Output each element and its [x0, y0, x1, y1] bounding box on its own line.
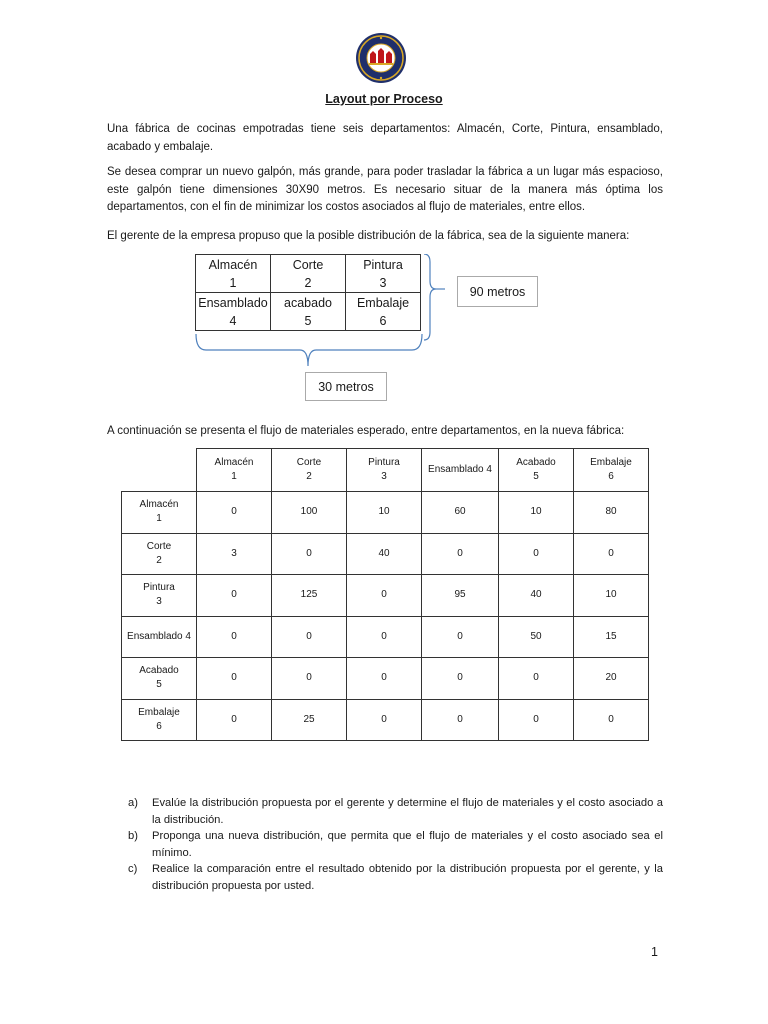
flow-value-cell: 0 — [422, 533, 499, 575]
flow-value-cell: 40 — [499, 575, 574, 617]
layout-cell: acabado 5 — [271, 293, 346, 331]
dimension-braces — [190, 254, 445, 369]
question-text: Realice la comparación entre el resultado obtenido por la distribución propuesta por el gerente, y la distribución propuesta por usted. — [152, 863, 663, 892]
table-row — [122, 699, 649, 741]
layout-cell: Ensamblado 4 — [196, 293, 271, 331]
width-label-box: 30 metros — [305, 372, 387, 401]
table-row — [122, 616, 649, 658]
flow-value-cell: 0 — [272, 616, 347, 658]
flow-corner-cell — [122, 449, 197, 492]
flow-column-header: Pintura 3 — [347, 449, 422, 492]
flow-value-cell: 20 — [574, 658, 649, 700]
flow-value-cell: 0 — [574, 699, 649, 741]
list-item — [128, 828, 663, 861]
flow-column-header: Almacén 1 — [197, 449, 272, 492]
flow-value-cell: 80 — [574, 492, 649, 534]
flow-value-cell: 0 — [422, 699, 499, 741]
flow-value-cell: 25 — [272, 699, 347, 741]
layout-cell: Embalaje 6 — [346, 293, 421, 331]
flow-value-cell: 100 — [272, 492, 347, 534]
flow-column-header: Acabado 5 — [499, 449, 574, 492]
flow-value-cell: 0 — [347, 575, 422, 617]
flow-value-cell: 0 — [422, 616, 499, 658]
intro-paragraph: Una fábrica de cocinas empotradas tiene seis departamentos: Almacén, Corte, Pintura, ensamblado, acabado y embalaje. — [107, 123, 663, 153]
flow-value-cell: 0 — [347, 699, 422, 741]
flow-row-header: Acabado 5 — [122, 658, 197, 700]
gerente-paragraph: El gerente de la empresa propuso que la posible distribución de la fábrica, sea de la siguiente manera: — [107, 230, 630, 242]
flow-value-cell: 0 — [272, 658, 347, 700]
layout-cell: Pintura 3 — [346, 255, 421, 293]
flow-value-cell: 0 — [197, 658, 272, 700]
flow-matrix-table — [121, 448, 649, 741]
flow-value-cell: 0 — [272, 533, 347, 575]
flow-value-cell: 0 — [347, 658, 422, 700]
flow-value-cell: 95 — [422, 575, 499, 617]
flow-value-cell: 0 — [197, 492, 272, 534]
table-row — [122, 492, 649, 534]
question-text: Proponga una nueva distribución, que permita que el flujo de materiales y el costo asociado sea el mínimo. — [152, 830, 663, 859]
page-number: 1 — [651, 945, 658, 959]
page-title: Layout por Proceso — [325, 92, 443, 106]
flow-row-header: Corte 2 — [122, 533, 197, 575]
question-text: Evalúe la distribución propuesta por el gerente y determine el flujo de materiales y el costo asociado a la distribución. — [152, 797, 663, 826]
flow-column-header: Embalaje 6 — [574, 449, 649, 492]
flow-value-cell: 15 — [574, 616, 649, 658]
flow-value-cell: 10 — [574, 575, 649, 617]
flow-value-cell: 0 — [499, 533, 574, 575]
flow-value-cell: 0 — [197, 699, 272, 741]
flow-value-cell: 0 — [499, 699, 574, 741]
flow-row-header: Ensamblado 4 — [122, 616, 197, 658]
galpon-paragraph: Se desea comprar un nuevo galpón, más grande, para poder trasladar la fábrica a un lugar más espacioso, este galpón tiene dimensiones 30X90 metros. Es necesario situar de la manera más óptima los departamentos, con el fin de minimizar los costos asociados al flujo de materiales, entre ellos. — [107, 166, 663, 213]
flow-row-header: Embalaje 6 — [122, 699, 197, 741]
flow-value-cell: 60 — [422, 492, 499, 534]
flow-value-cell: 0 — [347, 616, 422, 658]
flow-value-cell: 0 — [422, 658, 499, 700]
questions-list — [128, 795, 663, 894]
table-row — [122, 533, 649, 575]
flow-row-header: Almacén 1 — [122, 492, 197, 534]
right-brace — [424, 254, 436, 340]
flow-value-cell: 10 — [499, 492, 574, 534]
flow-column-header: Ensamblado 4 — [422, 449, 499, 492]
flow-value-cell: 0 — [574, 533, 649, 575]
height-label-box: 90 metros — [457, 276, 538, 307]
university-seal-icon — [355, 32, 407, 84]
flow-value-cell: 0 — [197, 616, 272, 658]
flow-column-header: Corte 2 — [272, 449, 347, 492]
bottom-brace — [196, 334, 422, 366]
layout-cell: Almacén 1 — [196, 255, 271, 293]
table-row — [122, 658, 649, 700]
list-item — [128, 795, 663, 828]
flow-value-cell: 125 — [272, 575, 347, 617]
flow-row-header: Pintura 3 — [122, 575, 197, 617]
layout-cell: Corte 2 — [271, 255, 346, 293]
flow-value-cell: 50 — [499, 616, 574, 658]
flow-header-row — [122, 449, 649, 492]
flow-value-cell: 40 — [347, 533, 422, 575]
flow-value-cell: 3 — [197, 533, 272, 575]
question-label: b) — [128, 830, 138, 842]
table-row — [122, 575, 649, 617]
flow-value-cell: 0 — [499, 658, 574, 700]
flow-value-cell: 0 — [197, 575, 272, 617]
question-label: c) — [128, 863, 138, 875]
question-label: a) — [128, 797, 138, 809]
flow-intro-paragraph: A continuación se presenta el flujo de materiales esperado, entre departamentos, en la nueva fábrica: — [107, 425, 625, 437]
flow-value-cell: 10 — [347, 492, 422, 534]
list-item — [128, 861, 663, 894]
